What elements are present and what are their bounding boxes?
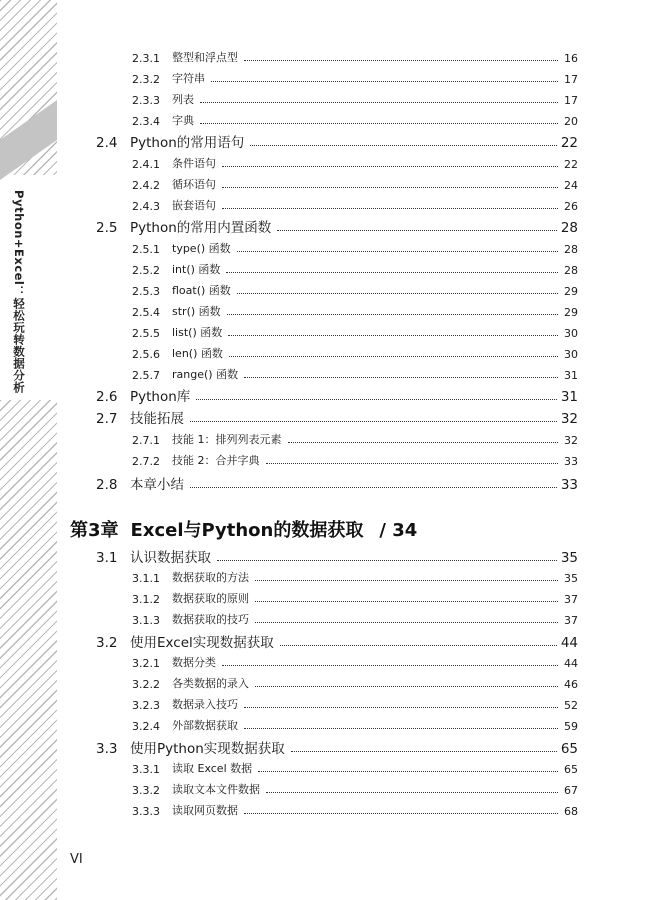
toc-subsection-entry[interactable]: [132, 112, 578, 128]
toc-subsection-entry[interactable]: [132, 324, 578, 340]
toc-subsection-entry[interactable]: [132, 240, 578, 256]
toc-entry-number: 3.1.3: [132, 614, 160, 627]
dot-leader: [244, 728, 558, 729]
toc-subsection-entry[interactable]: [132, 366, 578, 382]
toc-subsection-entry[interactable]: [132, 176, 578, 192]
toc-entry-title: 技能 2：合并字典: [172, 454, 260, 467]
dot-leader: [280, 645, 557, 646]
dot-leader: [222, 166, 558, 167]
toc-entry-title: 循环语句: [172, 178, 216, 191]
toc-entry-page: 30: [564, 327, 578, 340]
dot-leader: [227, 314, 558, 315]
dot-leader: [200, 102, 558, 103]
toc-entry-title: 条件语句: [172, 157, 216, 170]
chapter-page: / 34: [379, 520, 418, 541]
toc-entry-title: 字符串: [172, 72, 205, 85]
toc-entry-page: 28: [564, 264, 578, 277]
toc-entry-page: 31: [564, 369, 578, 382]
dot-leader: [237, 251, 558, 252]
toc-entry-page: 20: [564, 115, 578, 128]
toc-subsection-entry[interactable]: [132, 49, 578, 65]
dot-leader: [255, 601, 558, 602]
toc-entry-number: 3.2.4: [132, 720, 160, 733]
toc-subsection-entry[interactable]: [132, 590, 578, 606]
toc-entry-title: 技能拓展: [130, 411, 184, 427]
toc-entry-title: 读取 Excel 数据: [172, 762, 253, 775]
toc-entry-page: 65: [564, 763, 578, 776]
toc-entry-number: 2.5.5: [132, 327, 160, 340]
toc-entry-title: 数据分类: [172, 656, 216, 669]
toc-subsection-entry[interactable]: [132, 261, 578, 277]
toc-entry-number: 3.1.2: [132, 593, 160, 606]
toc-entry-page: 32: [560, 411, 578, 427]
toc-subsection-entry[interactable]: [132, 197, 578, 213]
chapter-heading[interactable]: [70, 516, 417, 542]
toc-entry-number: 3.1.1: [132, 572, 160, 585]
toc-entry-number: 2.4.2: [132, 179, 160, 192]
dot-leader: [266, 463, 559, 464]
toc-entry-page: 44: [564, 657, 578, 670]
toc-entry-page: 22: [560, 135, 578, 151]
toc-entry-title: list() 函数: [172, 326, 223, 339]
dot-leader: [211, 81, 558, 82]
toc-entry-page: 33: [564, 455, 578, 468]
dot-leader: [291, 751, 557, 752]
toc-entry-number: 2.5.3: [132, 285, 160, 298]
toc-entry-number: 2.5: [96, 220, 118, 236]
toc-section-entry[interactable]: [96, 386, 578, 405]
toc-entry-page: 37: [564, 614, 578, 627]
toc-section-entry[interactable]: [96, 132, 578, 151]
dot-leader: [226, 272, 558, 273]
toc-entry-title: 数据获取的技巧: [172, 613, 249, 626]
side-title-panel: [0, 180, 57, 390]
toc-subsection-entry[interactable]: [132, 91, 578, 107]
toc-subsection-entry[interactable]: [132, 345, 578, 361]
toc-entry-number: 2.7.2: [132, 455, 160, 468]
toc-entry-number: 3.2.2: [132, 678, 160, 691]
toc-entry-title: 嵌套语句: [172, 199, 216, 212]
toc-section-entry[interactable]: [96, 408, 578, 427]
dot-leader: [229, 356, 558, 357]
toc-entry-title: 技能 1：排列列表元素: [172, 433, 282, 446]
toc-entry-page: 67: [564, 784, 578, 797]
toc-subsection-entry[interactable]: [132, 675, 578, 691]
toc-entry-title: 各类数据的录入: [172, 677, 249, 690]
toc-subsection-entry[interactable]: [132, 781, 578, 797]
toc-entry-number: 2.3.1: [132, 52, 160, 65]
chapter-title: Excel与Python的数据获取: [130, 520, 364, 541]
dot-leader: [244, 707, 558, 708]
page-folio: VI: [70, 852, 83, 867]
toc-entry-page: 31: [560, 389, 578, 405]
dot-leader: [277, 230, 557, 231]
toc-entry-page: 26: [564, 200, 578, 213]
toc-subsection-entry[interactable]: [132, 303, 578, 319]
dot-leader: [258, 771, 558, 772]
toc-entry-page: 44: [560, 635, 578, 651]
toc-entry-title: 数据获取的方法: [172, 571, 249, 584]
dot-leader: [217, 560, 557, 561]
toc-entry-number: 2.7.1: [132, 434, 160, 447]
chapter-number: 第3章: [70, 520, 119, 541]
dot-leader: [196, 399, 557, 400]
toc-entry-page: 29: [564, 285, 578, 298]
toc-entry-title: 使用Python实现数据获取: [130, 741, 285, 757]
toc-entry-page: 35: [560, 550, 578, 566]
toc-section-entry[interactable]: [96, 547, 578, 566]
toc-section-entry[interactable]: [96, 217, 578, 236]
toc-entry-title: range() 函数: [172, 368, 239, 381]
toc-entry-number: 2.8: [96, 477, 118, 493]
toc-entry-title: 认识数据获取: [130, 550, 211, 566]
gray-wedge-decoration: [0, 100, 57, 190]
toc-subsection-entry[interactable]: [132, 654, 578, 670]
toc-entry-number: 2.5.1: [132, 243, 160, 256]
toc-entry-page: 24: [564, 179, 578, 192]
toc-entry-title: 数据获取的原则: [172, 592, 249, 605]
toc-subsection-entry[interactable]: [132, 802, 578, 818]
toc-subsection-entry[interactable]: [132, 569, 578, 585]
toc-entry-number: 3.3.3: [132, 805, 160, 818]
hatch-pattern-bottom: [0, 400, 57, 900]
toc-entry-number: 2.5.7: [132, 369, 160, 382]
toc-entry-page: 37: [564, 593, 578, 606]
toc-entry-page: 33: [560, 477, 578, 493]
toc-entry-title: 读取文本文件数据: [172, 783, 260, 796]
dot-leader: [190, 421, 557, 422]
toc-entry-title: 数据录入技巧: [172, 698, 238, 711]
toc-entry-title: type() 函数: [172, 242, 231, 255]
toc-entry-title: float() 函数: [172, 284, 231, 297]
dot-leader: [222, 665, 558, 666]
toc-entry-page: 17: [564, 94, 578, 107]
toc-entry-title: 字典: [172, 114, 194, 127]
toc-entry-page: 28: [564, 243, 578, 256]
toc-entry-title: int() 函数: [172, 263, 221, 276]
dot-leader: [288, 442, 559, 443]
toc-entry-title: len() 函数: [172, 347, 223, 360]
dot-leader: [222, 208, 558, 209]
toc-section-entry[interactable]: [96, 632, 578, 651]
toc-subsection-entry[interactable]: [132, 155, 578, 171]
toc-entry-number: 3.2.1: [132, 657, 160, 670]
toc-entry-page: 68: [564, 805, 578, 818]
toc-entry-number: 2.3.4: [132, 115, 160, 128]
toc-entry-number: 2.5.6: [132, 348, 160, 361]
toc-entry-page: 52: [564, 699, 578, 712]
dot-leader: [244, 377, 558, 378]
toc-subsection-entry[interactable]: [132, 760, 578, 776]
toc-entry-title: Python的常用内置函数: [130, 220, 272, 236]
toc-entry-number: 2.3.2: [132, 73, 160, 86]
dot-leader: [266, 792, 558, 793]
toc-entry-number: 3.3: [96, 741, 118, 757]
dot-leader: [200, 123, 558, 124]
toc-entry-number: 3.2: [96, 635, 118, 651]
toc-entry-page: 65: [560, 741, 578, 757]
dot-leader: [255, 622, 558, 623]
dot-leader: [255, 580, 558, 581]
toc-entry-title: 列表: [172, 93, 194, 106]
toc-entry-page: 16: [564, 52, 578, 65]
toc-entry-title: 外部数据获取: [172, 719, 238, 732]
toc-entry-page: 17: [564, 73, 578, 86]
toc-entry-number: 2.3.3: [132, 94, 160, 107]
toc-entry-title: 使用Excel实现数据获取: [130, 635, 274, 651]
toc-entry-number: 3.2.3: [132, 699, 160, 712]
toc-entry-number: 2.4.3: [132, 200, 160, 213]
dot-leader: [222, 187, 558, 188]
dot-leader: [255, 686, 558, 687]
toc-subsection-entry[interactable]: [132, 611, 578, 627]
toc-entry-number: 3.3.1: [132, 763, 160, 776]
toc-section-entry[interactable]: [96, 738, 578, 757]
toc-entry-title: Python的常用语句: [130, 135, 245, 151]
toc-entry-number: 3.3.2: [132, 784, 160, 797]
toc-entry-page: 32: [564, 434, 578, 447]
toc-entry-number: 2.7: [96, 411, 118, 427]
dot-leader: [190, 487, 557, 488]
book-title-vertical: Python+Excel：轻松玩转数据分析: [12, 190, 26, 394]
toc-subsection-entry[interactable]: [132, 282, 578, 298]
toc-entry-title: 本章小结: [130, 477, 184, 493]
toc-entry-number: 2.4: [96, 135, 118, 151]
dot-leader: [250, 145, 557, 146]
toc-entry-number: 2.5.2: [132, 264, 160, 277]
side-margin-strip: [0, 0, 57, 900]
toc-entry-title: Python库: [130, 389, 191, 405]
dot-leader: [237, 293, 558, 294]
toc-entry-number: 2.5.4: [132, 306, 160, 319]
toc-subsection-entry[interactable]: [132, 717, 578, 733]
toc-entry-page: 30: [564, 348, 578, 361]
toc-entry-title: str() 函数: [172, 305, 221, 318]
toc-entry-page: 28: [560, 220, 578, 236]
toc-entry-page: 22: [564, 158, 578, 171]
dot-leader: [244, 60, 558, 61]
toc-entry-title: 读取网页数据: [172, 804, 238, 817]
toc-entry-number: 2.6: [96, 389, 118, 405]
dot-leader: [244, 813, 558, 814]
toc-subsection-entry[interactable]: [132, 431, 578, 447]
toc-entry-page: 46: [564, 678, 578, 691]
toc-entry-title: 整型和浮点型: [172, 51, 238, 64]
toc-entry-page: 59: [564, 720, 578, 733]
toc-subsection-entry[interactable]: [132, 452, 578, 468]
dot-leader: [228, 335, 558, 336]
toc-entry-page: 29: [564, 306, 578, 319]
toc-subsection-entry[interactable]: [132, 70, 578, 86]
toc-entry-page: 35: [564, 572, 578, 585]
toc-section-entry[interactable]: [96, 474, 578, 493]
toc-subsection-entry[interactable]: [132, 696, 578, 712]
toc-entry-number: 3.1: [96, 550, 118, 566]
toc-entry-number: 2.4.1: [132, 158, 160, 171]
